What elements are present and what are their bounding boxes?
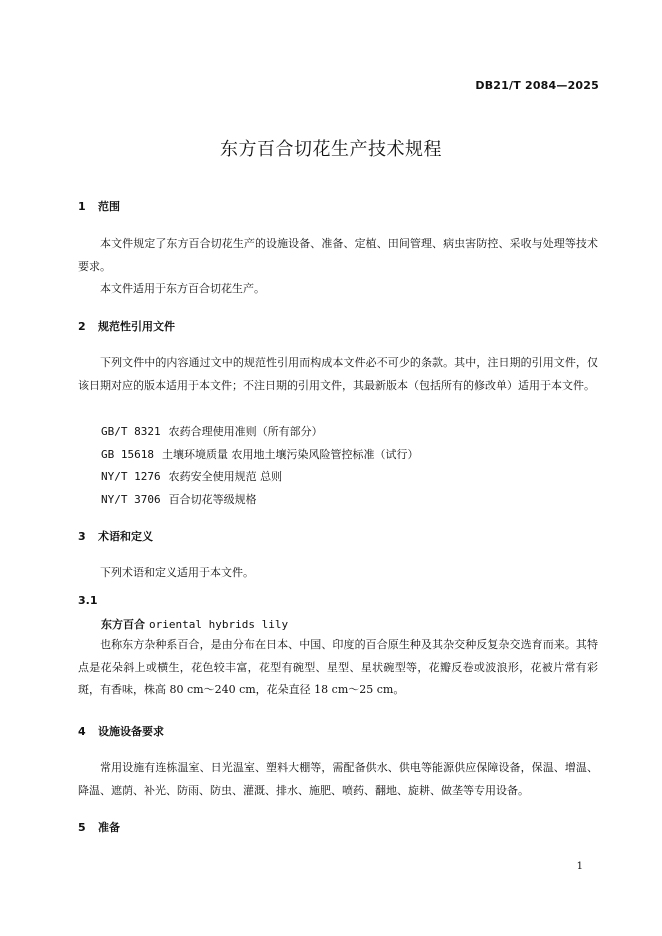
section-title: 术语和定义 — [98, 530, 153, 543]
reference-title: 百合切花等级规格 — [168, 493, 257, 506]
page-number: 1 — [576, 861, 583, 872]
section-2-paragraph-1: 下列文件中的内容通过文中的规范性引用而构成本文件必不可少的条款。其中，注日期的引用文件，仅该日期对应的版本适用于本文件；不注日期的引用文件，其最新版本（包括所有的修改单）适用于本文件。 — [78, 356, 598, 392]
section-number: 3 — [78, 530, 86, 543]
term-definition: 也称东方杂种系百合，是由分布在日本、中国、印度的百合原生种及其杂交种反复杂交选育而来。其特点是花朵斜上或横生，花色较丰富，花型有碗型、星型、星状碗型等，花瓣反卷或波浪形，花被片常有彩斑，有香味，株高 80 cm～240 cm，花朵直径 18 cm～25 cm。 — [78, 638, 598, 696]
term-name-cn: 东方百合 — [101, 618, 145, 631]
section-3-heading — [78, 528, 153, 544]
section-1-paragraph-2: 本文件适用于东方百合切花生产。 — [100, 282, 265, 295]
reference-title: 农药安全使用规范 总则 — [168, 470, 283, 483]
reference-item — [101, 446, 418, 462]
reference-code: NY/T 3706 — [101, 493, 161, 506]
reference-title: 土壤环境质量 农用地土壤污染风险管控标准（试行） — [161, 448, 419, 461]
reference-code: NY/T 1276 — [101, 470, 161, 483]
term-name — [101, 616, 288, 632]
term-number: 3.1 — [78, 594, 98, 607]
reference-item — [101, 423, 323, 439]
section-title: 范围 — [98, 200, 120, 213]
section-number: 1 — [78, 200, 86, 213]
section-1-heading — [78, 198, 120, 214]
reference-item — [101, 491, 257, 507]
section-title: 规范性引用文件 — [98, 320, 175, 333]
document-code: DB21/T 2084—2025 — [475, 79, 599, 92]
section-title: 准备 — [98, 821, 120, 834]
section-title: 设施设备要求 — [98, 725, 164, 738]
document-title: 东方百合切花生产技术规程 — [220, 139, 442, 160]
reference-item — [101, 468, 282, 484]
section-1-paragraph-1: 本文件规定了东方百合切花生产的设施设备、准备、定植、田间管理、病虫害防控、采收与处理等技术要求。 — [78, 237, 598, 273]
section-4-paragraph-1: 常用设施有连栋温室、日光温室、塑料大棚等，需配备供水、供电等能源供应保障设备，保温、增温、降温、遮荫、补光、防雨、防虫、灌溉、排水、施肥、喷药、翻地、旋耕、做垄等专用设备。 — [78, 761, 598, 797]
term-name-en: oriental hybrids lily — [149, 618, 289, 631]
reference-code: GB 15618 — [101, 448, 154, 461]
section-3-paragraph-1: 下列术语和定义适用于本文件。 — [100, 566, 254, 579]
section-number: 2 — [78, 320, 86, 333]
reference-code: GB/T 8321 — [101, 425, 161, 438]
section-4-heading — [78, 723, 164, 739]
section-number: 5 — [78, 821, 86, 834]
section-5-heading — [78, 819, 120, 835]
reference-title: 农药合理使用准则（所有部分） — [168, 425, 323, 438]
section-number: 4 — [78, 725, 86, 738]
section-2-heading — [78, 318, 175, 334]
